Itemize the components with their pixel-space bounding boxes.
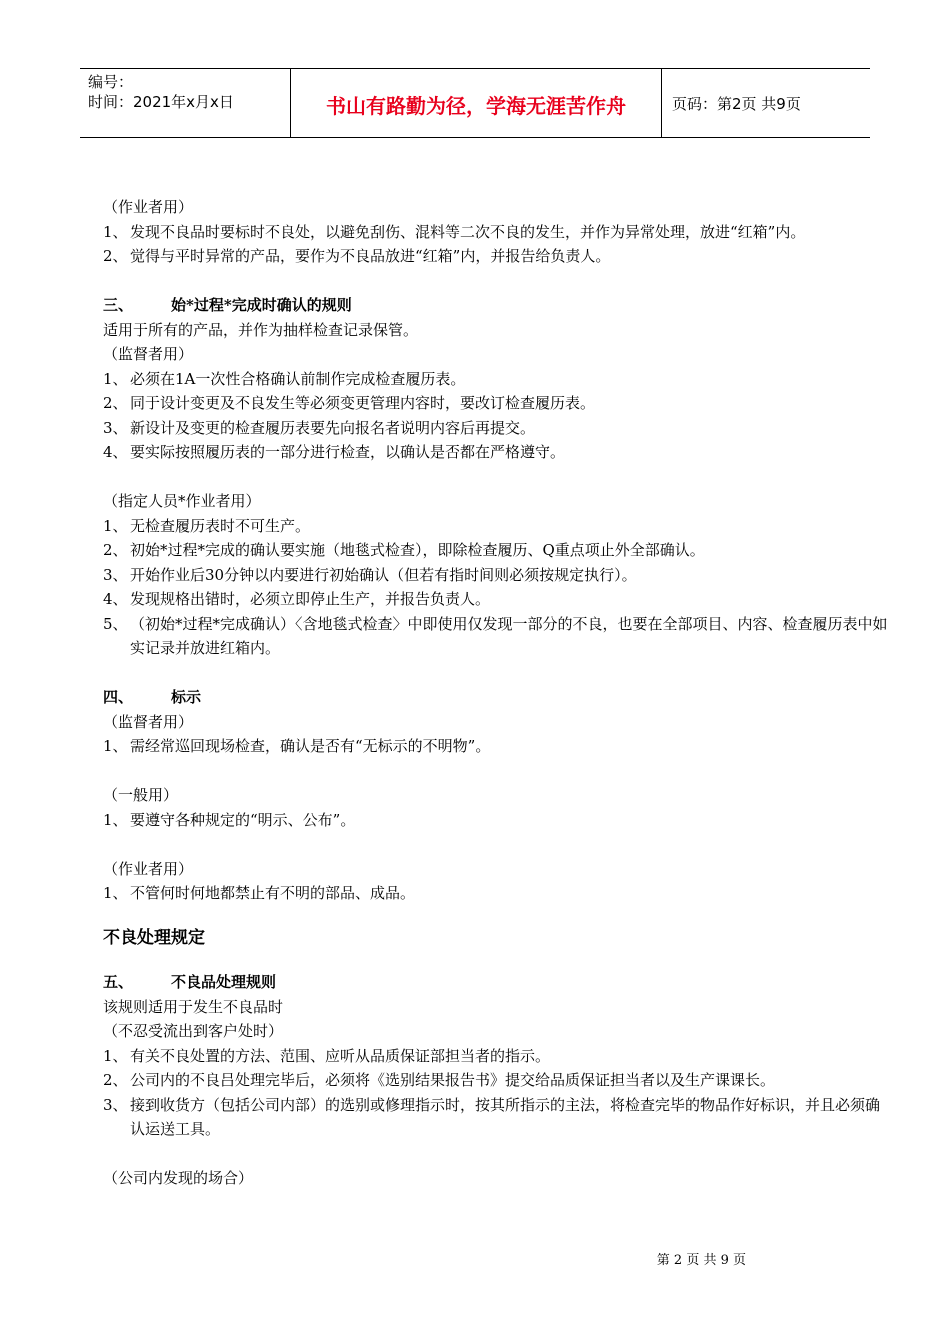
page-number-label: 页码：第2页 共9页 xyxy=(672,94,801,113)
page-header xyxy=(80,68,870,138)
list-item: 1、 有关不良处置的方法、范围、应听从品质保证部担当者的指示。 xyxy=(103,1046,551,1065)
role-label: （作业者用） xyxy=(103,198,194,216)
list-item: 2、 同于设计变更及不良发生等必须变更管理内容时，要改订检查履历表。 xyxy=(103,394,596,412)
list-item: 5、 （初始*过程*完成确认）〈含地毯式检查〉中即使用仅发现一部分的不良，也要在全部项目、内容、检查履历表中如实记录并放进红箱内。 xyxy=(103,614,888,657)
date-label: 时间：2021年x月x日 xyxy=(88,93,234,111)
section-heading-4: 四、 标示 xyxy=(103,688,202,706)
list-item: 4、 要实际按照履历表的一部分进行检查，以确认是否都在严格遵守。 xyxy=(103,443,566,461)
list-item: 1、 无检查履历表时不可生产。 xyxy=(103,516,311,535)
section-intro: 该规则适用于发生不良品时 xyxy=(103,997,284,1016)
role-label: （公司内发现的场合） xyxy=(103,1169,254,1187)
list-item: 2、 觉得与平时异常的产品，要作为不良品放进“红箱”内，并报告给负责人。 xyxy=(103,247,611,265)
footer-page-number: 第 2 页 共 9 页 xyxy=(656,1253,746,1268)
role-label: （一般用） xyxy=(103,786,179,804)
role-label: （指定人员*作业者用） xyxy=(103,492,261,510)
list-item: 2、 公司内的不良吕处理完毕后，必须将《选别结果报告书》提交给品质保证担当者以及生产课课长。 xyxy=(103,1071,776,1089)
chapter-heading: 不良处理规定 xyxy=(103,927,205,948)
page-footer xyxy=(0,1249,950,1268)
motto: 书山有路勤为径，学海无涯苦作舟 xyxy=(291,69,662,137)
role-label: （监督者用） xyxy=(103,712,194,731)
role-label: （作业者用） xyxy=(103,859,194,878)
list-item: 1、 要遵守各种规定的“明示、公布”。 xyxy=(103,810,356,829)
section-intro: 适用于所有的产品，并作为抽样检查记录保管。 xyxy=(103,320,419,339)
list-item: 3、 开始作业后30分钟以内要进行初始确认（但若有指时间则必须按规定执行）。 xyxy=(103,565,637,584)
role-label: （不忍受流出到客户处时） xyxy=(103,1022,284,1040)
code-label: 编号： xyxy=(88,73,134,91)
list-item: 1、 需经常巡回现场检查，确认是否有“无标示的不明物”。 xyxy=(103,737,491,755)
list-item: 4、 发现规格出错时，必须立即停止生产，并报告负责人。 xyxy=(103,590,491,608)
list-item: 2、 初始*过程*完成的确认要实施（地毯式检查），即除检查履历、Q重点项止外全部确认。 xyxy=(103,541,705,559)
document-body xyxy=(103,195,893,1191)
list-item: 1、 不管何时何地都禁止有不明的部品、成品。 xyxy=(103,884,416,902)
header-meta xyxy=(80,69,291,137)
list-item: 3、 接到收货方（包括公司内部）的选别或修理指示时，按其所指示的主法，将检查完毕的物品作好标识，并且必须确认运送工具。 xyxy=(103,1095,881,1138)
list-item: 1、 必须在1A一次性合格确认前制作完成检查履历表。 xyxy=(103,369,466,388)
role-label: （监督者用） xyxy=(103,345,194,363)
section-heading-3: 三、 始*过程*完成时确认的规则 xyxy=(103,296,352,314)
list-item: 1、 发现不良品时要标时不良处，以避免刮伤、混料等二次不良的发生，并作为异常处理，放进“红箱”内。 xyxy=(103,222,806,241)
list-item: 3、 新设计及变更的检查履历表要先向报名者说明内容后再提交。 xyxy=(103,418,536,437)
section-heading-5: 五、 不良品处理规则 xyxy=(103,973,277,991)
